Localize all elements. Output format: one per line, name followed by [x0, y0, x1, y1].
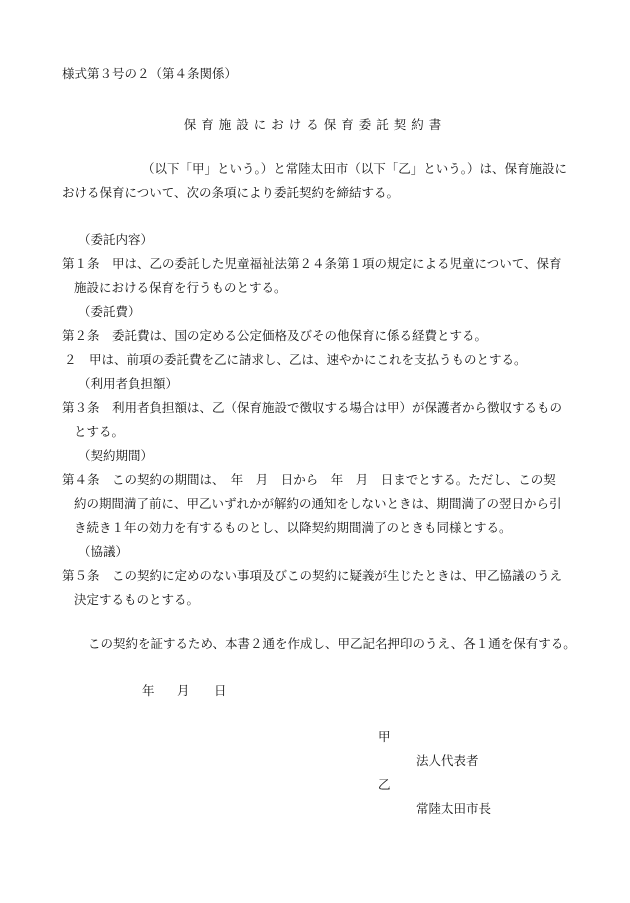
article-text: 第１条 甲は、乙の委託した児童福祉法第２４条第１項の規定による児童について、保育: [62, 256, 562, 271]
article-text: 約の期間満了前に、甲乙いずれかが解約の通知をしないときは、期間満了の翌日から引: [74, 496, 562, 511]
article-text: き続き１年の効力を有するものとし、以降契約期間満了のときも同様とする。: [74, 520, 512, 535]
article-text: 施設における保育を行うものとする。: [74, 280, 287, 295]
date-day: 日: [214, 683, 227, 698]
article-text: 第３条 利用者負担額は、乙（保育施設で徴収する場合は甲）が保護者から徴収するもの: [62, 400, 563, 415]
intro-line: （以下「甲」という。）と常陸太田市（以下「乙」という。）は、保育施設に: [142, 161, 568, 176]
article-text: ２ 甲は、前項の委託費を乙に請求し、乙は、速やかにこれを支払うものとする。: [64, 352, 527, 367]
closing-statement: この契約を証するため、本書２通を作成し、甲乙記名押印のうえ、各１通を保有する。: [88, 636, 576, 651]
article-text: とする。: [74, 424, 125, 439]
article-heading: （契約期間）: [78, 448, 154, 463]
date-month: 月: [177, 683, 190, 698]
document-title: 保育施設における保育委託契約書: [183, 117, 447, 132]
party-b-representative: 常陸太田市長: [416, 801, 492, 816]
party-a-representative: 法人代表者: [416, 753, 479, 768]
form-number: 様式第３号の２（第４条関係）: [62, 66, 238, 81]
article-text: 第５条 この契約に定めのない事項及びこの契約に疑義が生じたときは、甲乙協議のうえ: [62, 568, 563, 583]
article-text: 第４条 この契約の期間は、 年 月 日から 年 月 日までとする。ただし、この契: [62, 472, 556, 487]
article-heading: （委託内容）: [78, 232, 154, 247]
party-a-label: 甲: [378, 729, 391, 744]
intro-line: おける保育について、次の条項により委託契約を締結する。: [62, 185, 400, 200]
article-heading: （委託費）: [78, 304, 141, 319]
party-b-label: 乙: [378, 777, 391, 792]
date-year: 年: [142, 683, 155, 698]
article-text: 第２条 委託費は、国の定める公定価格及びその他保育に係る経費とする。: [62, 328, 488, 343]
article-text: 決定するものとする。: [74, 592, 200, 607]
article-heading: （利用者負担額）: [78, 376, 179, 391]
article-heading: （協議）: [78, 544, 129, 559]
